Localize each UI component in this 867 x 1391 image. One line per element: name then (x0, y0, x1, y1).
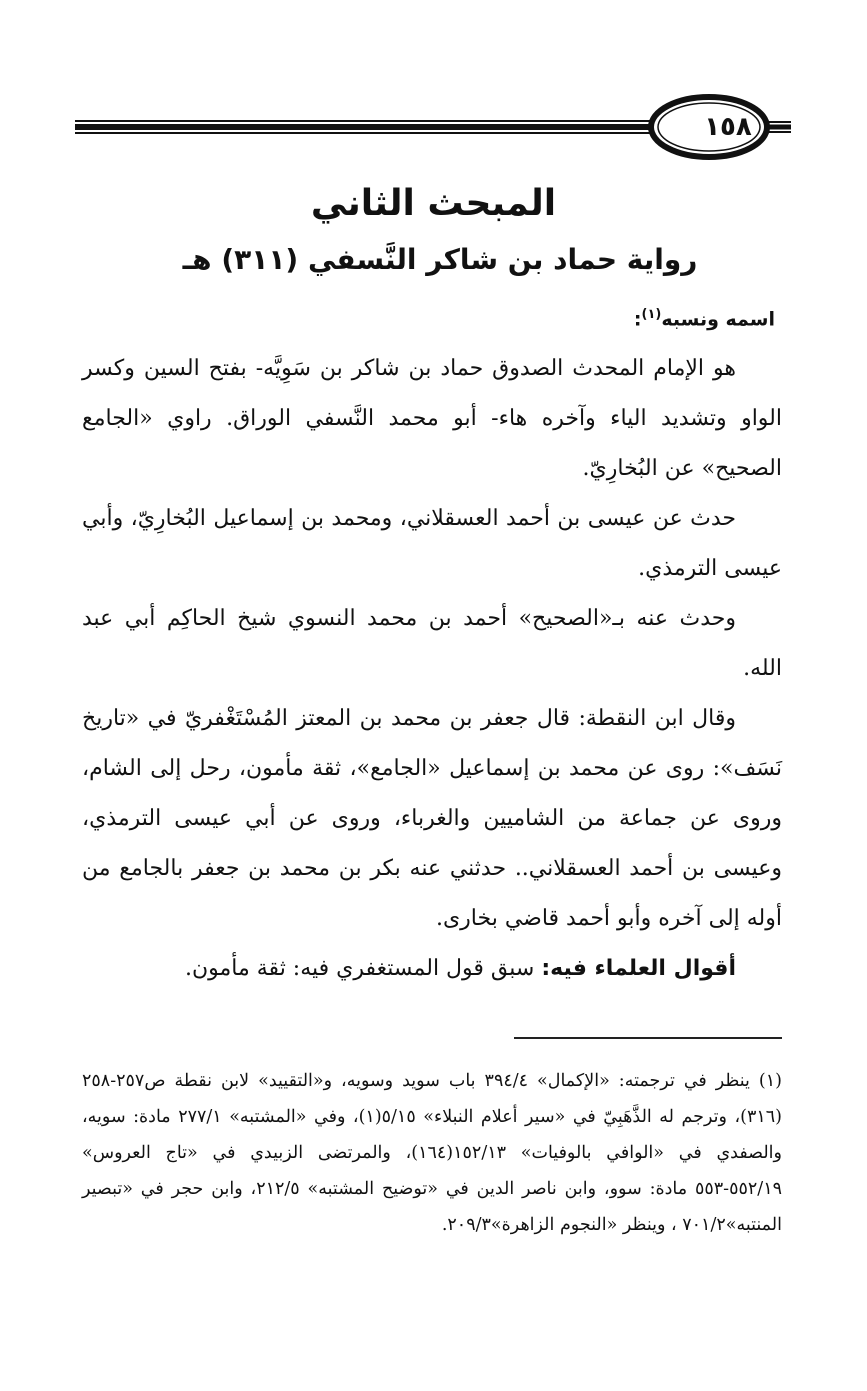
paragraph-biography: هو الإمام المحدث الصدوق حماد بن شاكر بن سَوِيَّه- بفتح السين وكسر الواو وتشديد الياء وآخره هاء- أبو محمد النَّسفي الوراق. راوي «الجامع الصحيح» عن البُخارِيّ. (82, 356, 782, 481)
chapter-subtitle: رواية حماد بن شاكر النَّسفي (٣١١) هـ (182, 243, 698, 276)
scholars-text: سبق قول المستغفري فيه: ثقة مأمون. (184, 956, 542, 981)
name-lineage-heading (634, 300, 775, 334)
heading-colon: : (633, 308, 642, 331)
scholars-label: أقوال العلماء فيه: (541, 956, 736, 981)
footnote-divider (514, 1037, 782, 1039)
footnote-text: (١) ينظر في ترجمته: «الإكمال» ٣٩٤/٤ باب سويد وسويه، و«التقييد» لابن نقطة ص٢٥٧-٢٥٨ (٣١٦)، وترجم له الذَّهَبِيّ في «سير أعلام النبلاء» ٥/١٥(١)، وفي «المشتبه» ٢٧٧/١ مادة: سويه، والصفدي في «الوافي بالوفيات» ١٥٢/١٣(١٦٤)، والمرتضى الزبيدي في «تاج العروس» ٥٥٢/١٩-٥٥٣ مادة: سوو، وابن ناصر الدين في «توضيح المشتبه» ٢١٢/٥، وابن حجر في «تبصير المنتبه»٧٠١/٢ ، وينظر «النجوم الزاهرة»٢٠٩/٣. (82, 1071, 782, 1235)
paragraph-ibn-nuqta: وقال ابن النقطة: قال جعفر بن محمد بن المعتز المُسْتَغْفريّ في «تاريخ نَسَف»: روى عن محمد بن إسماعيل «الجامع»، ثقة مأمون، رحل إلى الشام، وروى عن جماعة من الشاميين والغرباء، وروى عن أبي عيسى الترمذي، وعيسى بن أحمد العسقلاني.. حدثني عنه بكر بن محمد بن جعفر بالجامع من أوله إلى آخره وأبو أحمد قاضي بخارى. (82, 706, 782, 931)
paragraph-students: وحدث عنه بـ«الصحيح» أحمد بن محمد النسوي شيخ الحاكِم أبي عبد الله. (82, 606, 782, 681)
footnote-marker: (١) (641, 307, 662, 322)
paragraph-teachers: حدث عن عيسى بن أحمد العسقلاني، ومحمد بن إسماعيل البُخارِيّ، وأبي عيسى الترمذي. (82, 506, 782, 581)
body-text (82, 344, 782, 994)
heading-label: اسمه ونسبه (661, 308, 775, 331)
page-header (75, 88, 791, 166)
paragraph-scholars (82, 944, 782, 994)
section-title: المبحث الثاني (310, 183, 557, 224)
page-number: ١٥٨ (704, 112, 752, 142)
